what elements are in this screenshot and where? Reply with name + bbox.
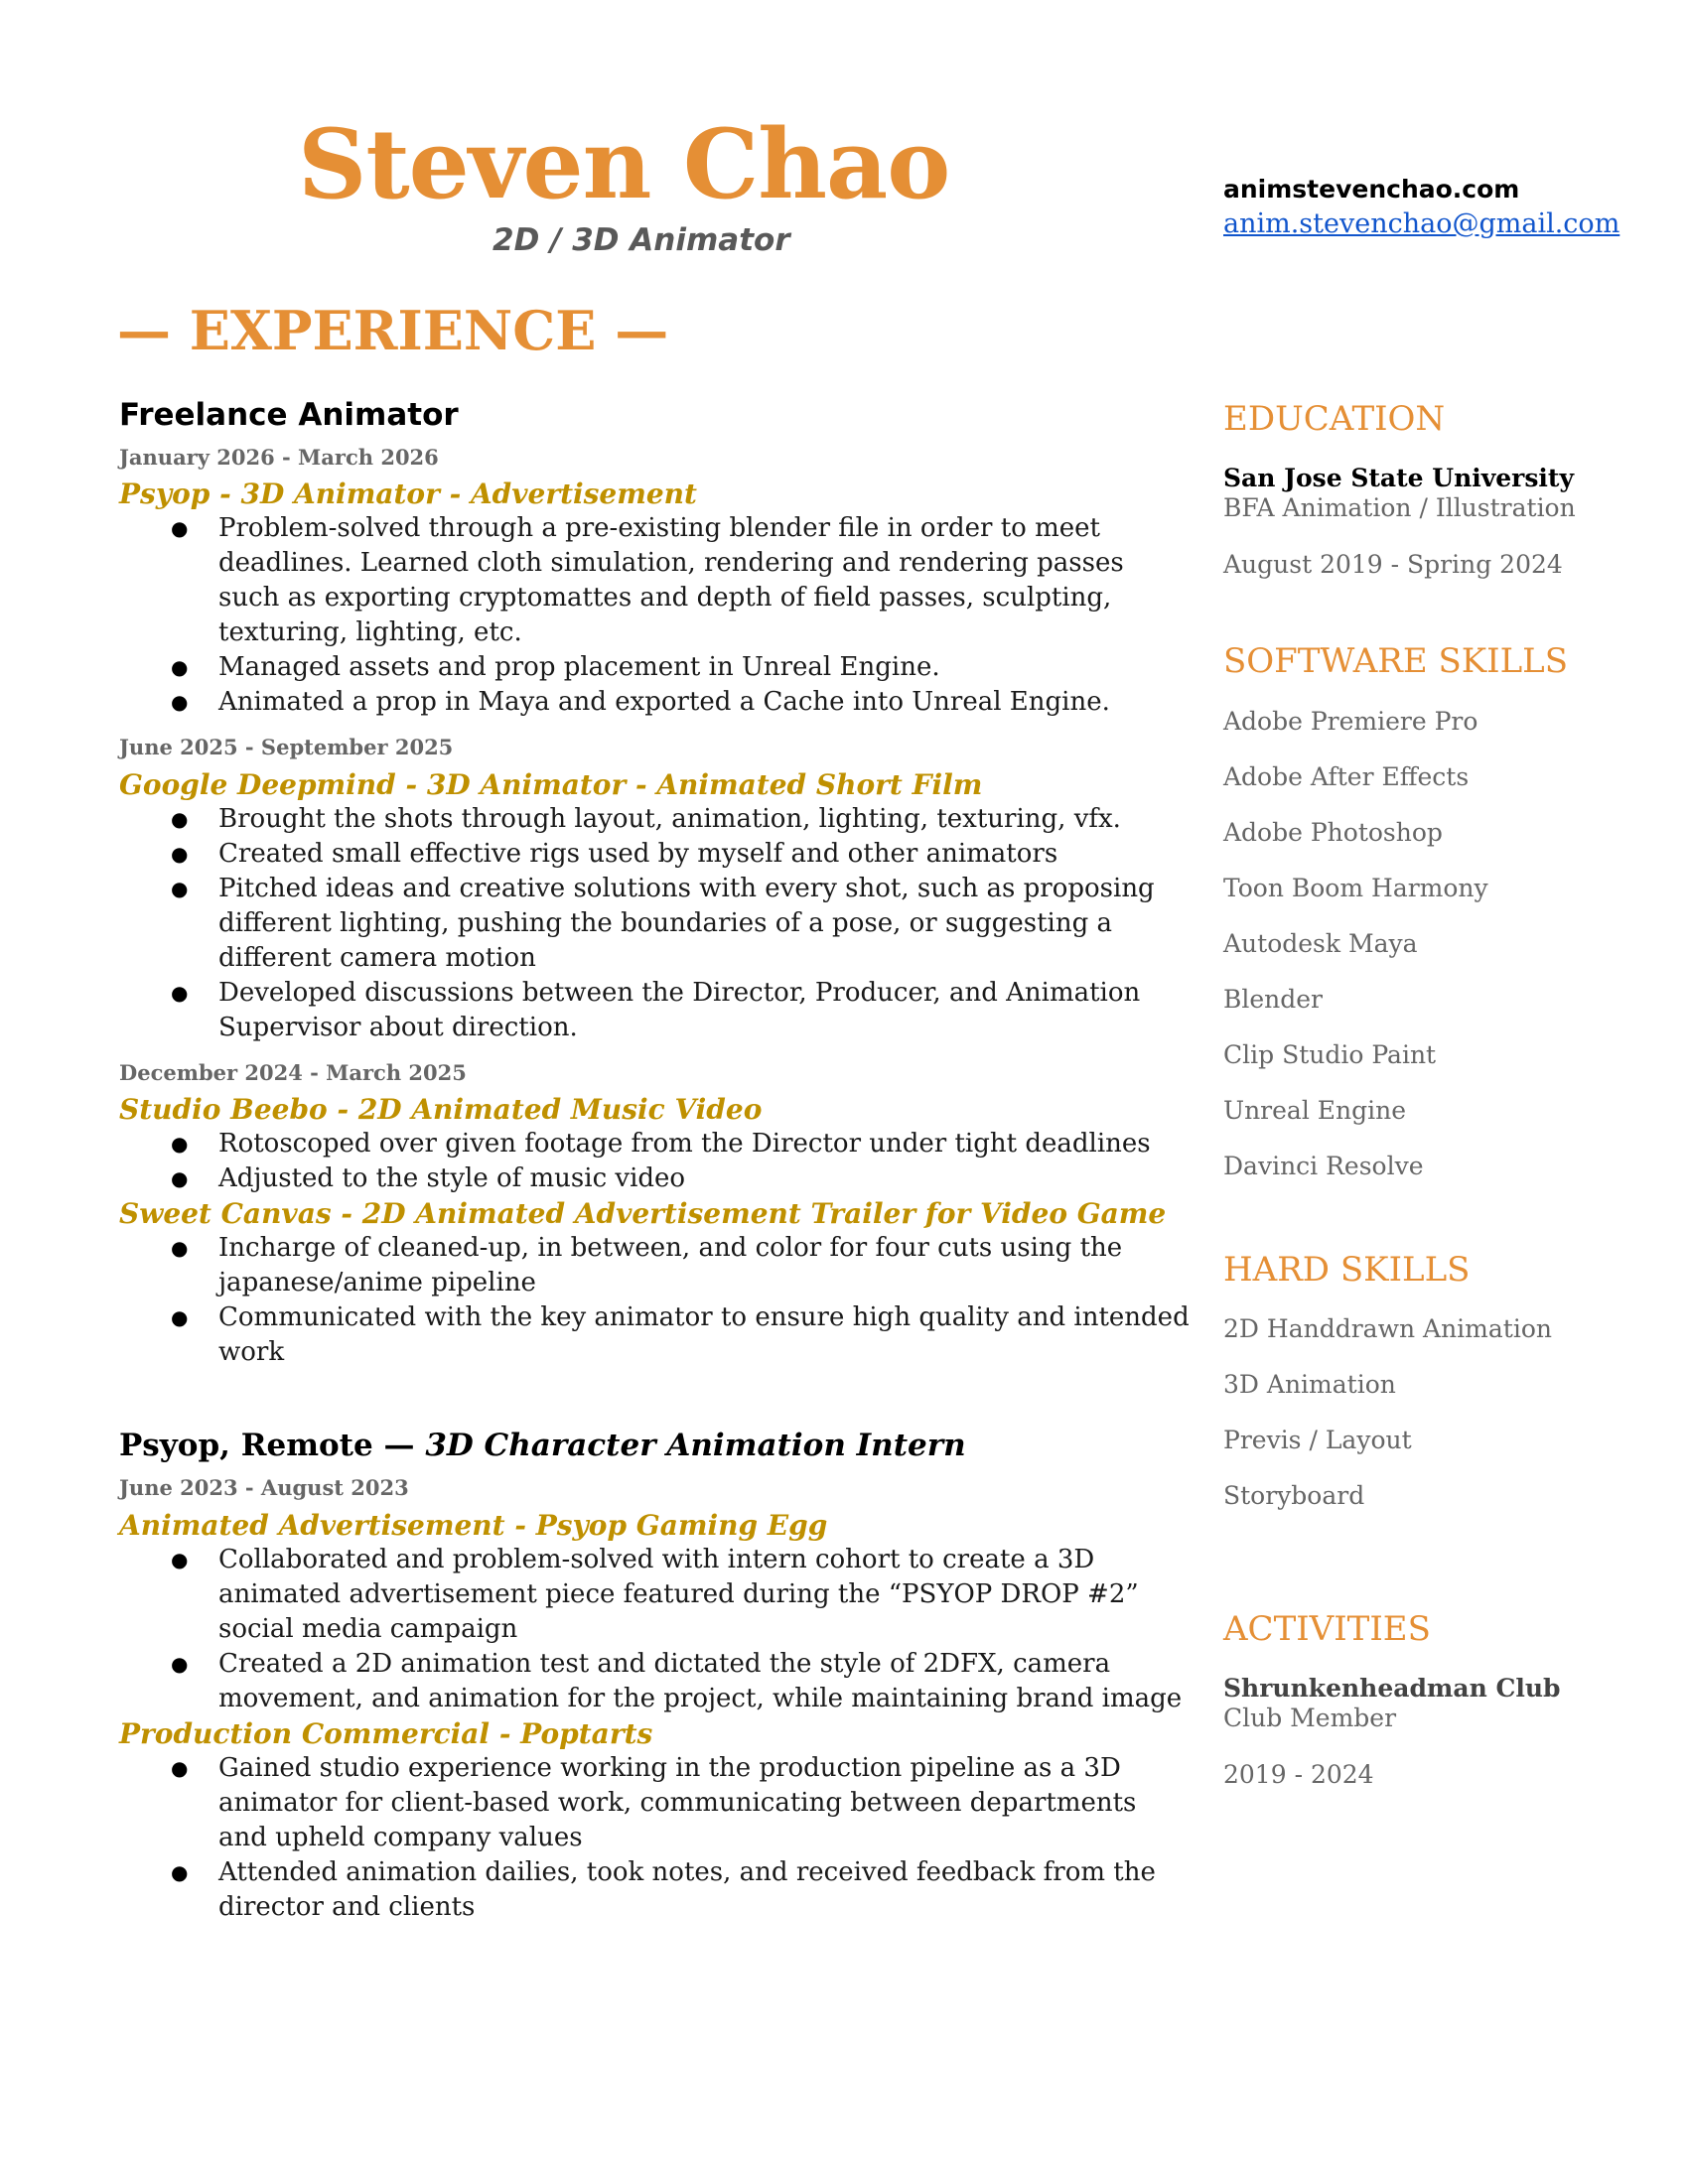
- bullet-item: [119, 837, 1192, 872]
- job-title-psyop: [119, 1428, 1192, 1464]
- bullet-icon: ●: [171, 516, 189, 541]
- bullet-text: Brought the shots through layout, animation, lighting, texturing, vfx.: [218, 803, 1121, 834]
- software-skill-item: Unreal Engine: [1223, 1095, 1407, 1125]
- software-skill-item: Adobe After Effects: [1223, 761, 1470, 791]
- software-skill-item: Adobe Premiere Pro: [1223, 706, 1478, 736]
- experience-section: [119, 397, 1192, 1939]
- bullet-item: [119, 685, 1192, 720]
- club-role: Club Member: [1223, 1704, 1397, 1733]
- bullet-item: [119, 802, 1192, 837]
- software-skill-item: Autodesk Maya: [1223, 928, 1418, 958]
- activities-heading: ACTIVITIES: [1223, 1609, 1431, 1650]
- bullet-text: Gained studio experience working in the production pipeline as a 3D animator for client-based work, communicating between departments and upheld company values: [218, 1752, 1137, 1852]
- bullet-text: Adjusted to the style of music video: [218, 1163, 686, 1194]
- bullet-list: [119, 802, 1192, 1045]
- education-heading: EDUCATION: [1223, 399, 1446, 439]
- job-title-freelance: Freelance Animator: [119, 397, 459, 433]
- bullet-icon: ●: [171, 806, 189, 831]
- bullet-text: Pitched ideas and creative solutions with every shot, such as proposing different lighting, pushing the boundaries of a pose, or suggesting a different camera motion: [218, 873, 1155, 973]
- bullet-item: [119, 872, 1192, 976]
- project-title: Animated Advertisement - Psyop Gaming Egg: [119, 1508, 828, 1542]
- bullet-text: Communicated with the key animator to ensure high quality and intended work: [218, 1302, 1190, 1368]
- bullet-list: [119, 1751, 1192, 1925]
- bullet-text: Developed discussions between the Director, Producer, and Animation Supervisor about direction.: [218, 977, 1141, 1042]
- email-link[interactable]: anim.stevenchao@gmail.com: [1223, 208, 1620, 239]
- bullet-item: [119, 1127, 1192, 1161]
- bullet-item: [119, 511, 1192, 650]
- software-skill-item: Toon Boom Harmony: [1223, 873, 1488, 902]
- bullet-icon: ●: [171, 1755, 189, 1780]
- bullet-item: [119, 976, 1192, 1045]
- company-name: Psyop, Remote —: [119, 1428, 426, 1464]
- bullet-list: [119, 1127, 1192, 1196]
- degree-text: BFA Animation / Illustration: [1223, 492, 1576, 522]
- project-title: Sweet Canvas - 2D Animated Advertisement Trailer for Video Game: [119, 1197, 1167, 1231]
- bullet-text: Managed assets and prop placement in Unreal Engine.: [218, 652, 940, 683]
- club-name: Shrunkenheadman Club: [1223, 1674, 1561, 1704]
- bullet-text: Incharge of cleaned-up, in between, and color for four cuts using the japanese/anime pipeline: [218, 1233, 1123, 1298]
- bullet-list: [119, 1231, 1192, 1370]
- bullet-text: Created small effective rigs used by myself and other animators: [218, 838, 1058, 869]
- hard-skill-item: Previs / Layout: [1223, 1426, 1412, 1455]
- website-text: animstevenchao.com: [1223, 175, 1520, 204]
- bullet-icon: ●: [171, 1859, 189, 1884]
- bullet-icon: ●: [171, 1547, 189, 1571]
- candidate-subtitle: 2D / 3D Animator: [492, 222, 790, 258]
- bullet-text: Attended animation dailies, took notes, and received feedback from the director and clients: [218, 1856, 1156, 1922]
- job-date: June 2023 - August 2023: [119, 1475, 409, 1501]
- hard-skill-item: 3D Animation: [1223, 1370, 1396, 1400]
- software-skill-item: Blender: [1223, 984, 1324, 1014]
- activity-dates: 2019 - 2024: [1223, 1760, 1374, 1790]
- project-title: Google Deepmind - 3D Animator - Animated Short Film: [119, 767, 983, 801]
- job-date: January 2026 - March 2026: [119, 445, 439, 471]
- bullet-icon: ●: [171, 655, 189, 680]
- bullet-icon: ●: [171, 1132, 189, 1157]
- hard-skills-heading: HARD SKILLS: [1223, 1249, 1471, 1290]
- bullet-item: [119, 1231, 1192, 1300]
- job-date: June 2025 - September 2025: [119, 735, 454, 760]
- section-spacer: [119, 1384, 1192, 1428]
- bullet-item: [119, 1855, 1192, 1925]
- experience-heading: — EXPERIENCE —: [117, 299, 669, 362]
- project-title: Psyop - 3D Animator - Advertisement: [119, 478, 697, 511]
- education-dates: August 2019 - Spring 2024: [1223, 549, 1563, 579]
- bullet-item: [119, 1751, 1192, 1855]
- software-skills-heading: SOFTWARE SKILLS: [1223, 640, 1569, 681]
- bullet-item: [119, 1161, 1192, 1196]
- candidate-name: Steven Chao: [298, 108, 950, 220]
- software-skill-item: Clip Studio Paint: [1223, 1039, 1437, 1069]
- bullet-text: Collaborated and problem-solved with intern cohort to create a 3D animated advertisement piece featured during the “PSYOP DROP #2” social media campaign: [218, 1544, 1139, 1644]
- bullet-icon: ●: [171, 1305, 189, 1330]
- project-title: Studio Beebo - 2D Animated Music Video: [119, 1093, 763, 1127]
- bullet-icon: ●: [171, 980, 189, 1005]
- sidebar: [1223, 399, 1660, 1790]
- bullet-item: [119, 1543, 1192, 1647]
- bullet-text: Created a 2D animation test and dictated the style of 2DFX, camera movement, and animation for the project, while maintaining brand image: [218, 1648, 1183, 1713]
- school-name: San Jose State University: [1223, 463, 1575, 492]
- job-role: 3D Character Animation Intern: [425, 1428, 966, 1464]
- software-skill-item: Davinci Resolve: [1223, 1151, 1424, 1180]
- bullet-text: Problem-solved through a pre-existing blender file in order to meet deadlines. Learned cloth simulation, rendering and rendering passes such as exporting cryptomattes and depth of field passes, sculpting, texturing, lighting, etc.: [218, 513, 1124, 648]
- job-date: December 2024 - March 2025: [119, 1059, 467, 1085]
- bullet-text: Animated a prop in Maya and exported a Cache into Unreal Engine.: [218, 687, 1110, 718]
- hard-skill-item: 2D Handdrawn Animation: [1223, 1314, 1552, 1344]
- bullet-item: [119, 1647, 1192, 1716]
- bullet-item: [119, 650, 1192, 685]
- bullet-item: [119, 1300, 1192, 1370]
- software-skill-item: Adobe Photoshop: [1223, 817, 1443, 847]
- bullet-icon: ●: [171, 841, 189, 866]
- bullet-list: [119, 511, 1192, 720]
- bullet-icon: ●: [171, 1166, 189, 1191]
- hard-skill-item: Storyboard: [1223, 1481, 1365, 1511]
- bullet-icon: ●: [171, 1651, 189, 1676]
- bullet-text: Rotoscoped over given footage from the Director under tight deadlines: [218, 1129, 1151, 1160]
- bullet-icon: ●: [171, 690, 189, 715]
- bullet-icon: ●: [171, 1236, 189, 1261]
- project-title: Production Commercial - Poptarts: [119, 1716, 653, 1750]
- bullet-list: [119, 1543, 1192, 1716]
- bullet-icon: ●: [171, 876, 189, 900]
